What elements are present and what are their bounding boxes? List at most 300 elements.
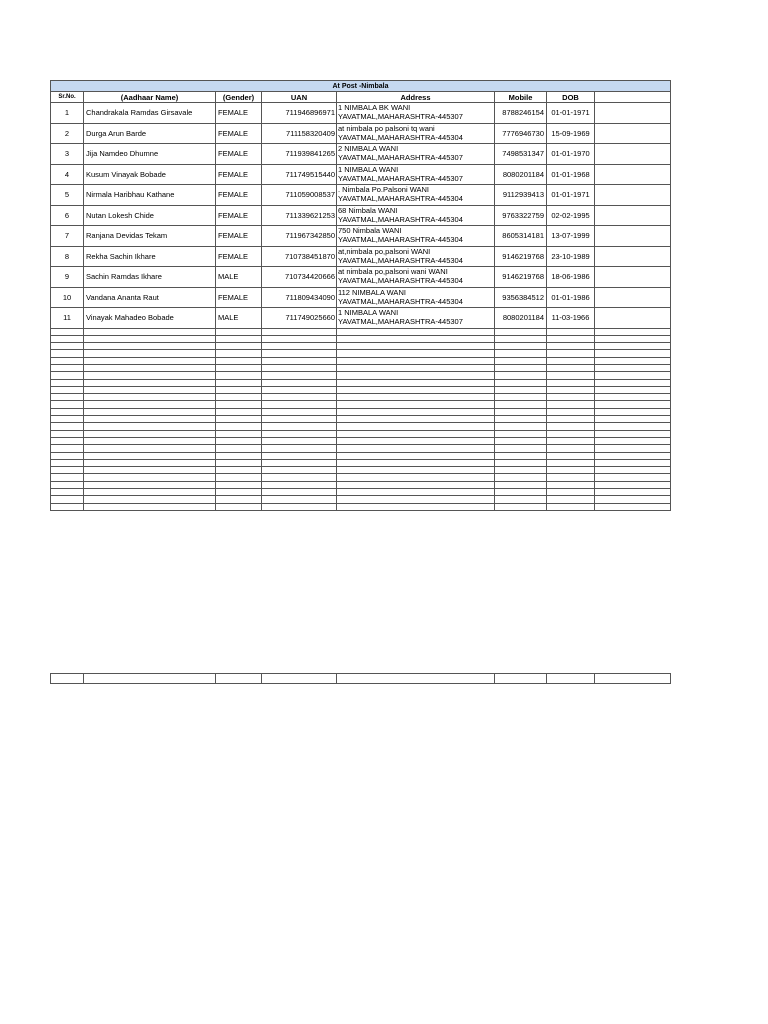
empty-cell [262, 459, 337, 466]
empty-row [51, 481, 671, 488]
empty-cell [337, 364, 495, 371]
empty-cell [84, 430, 216, 437]
empty-cell [216, 379, 262, 386]
empty-cell [262, 496, 337, 503]
empty-cell [495, 474, 547, 481]
empty-cell [216, 496, 262, 503]
empty-cell [262, 372, 337, 379]
empty-cell [495, 437, 547, 444]
empty-cell [84, 674, 216, 684]
empty-cell [262, 379, 337, 386]
bottom-empty-table [50, 673, 671, 684]
empty-cell [495, 481, 547, 488]
empty-cell [595, 328, 671, 335]
cell-uan: 711059008537 [262, 185, 337, 206]
cell-address: 68 Nimbala WANI YAVATMAL,MAHARASHTRA-445304 [337, 205, 495, 226]
empty-cell [595, 423, 671, 430]
empty-cell [216, 459, 262, 466]
empty-row [51, 357, 671, 364]
empty-cell [595, 364, 671, 371]
empty-cell [262, 474, 337, 481]
empty-cell [262, 489, 337, 496]
cell-address: 1 NIMBALA WANI YAVATMAL,MAHARASHTRA-445307 [337, 164, 495, 185]
empty-cell [216, 503, 262, 510]
header-row [51, 92, 671, 103]
table-row [51, 246, 671, 267]
cell-sr-no: 6 [51, 205, 84, 226]
cell-sr-no: 9 [51, 267, 84, 288]
cell-gender: MALE [216, 267, 262, 288]
empty-cell [547, 350, 595, 357]
empty-cell [51, 430, 84, 437]
empty-row [51, 445, 671, 452]
empty-cell [595, 481, 671, 488]
table-row [51, 103, 671, 124]
empty-cell [595, 386, 671, 393]
empty-cell [595, 459, 671, 466]
empty-cell [84, 416, 216, 423]
empty-cell [216, 350, 262, 357]
empty-cell [262, 423, 337, 430]
empty-cell [595, 489, 671, 496]
empty-cell [547, 408, 595, 415]
empty-cell [595, 496, 671, 503]
empty-cell [495, 372, 547, 379]
empty-cell [262, 386, 337, 393]
cell-mobile: 8080201184 [495, 164, 547, 185]
empty-cell [51, 674, 84, 684]
empty-cell [84, 357, 216, 364]
table-row [51, 144, 671, 165]
empty-row [51, 430, 671, 437]
header-address: Address [337, 92, 495, 103]
empty-cell [337, 445, 495, 452]
cell-blank [595, 267, 671, 288]
cell-dob: 13-07-1999 [547, 226, 595, 247]
empty-cell [84, 474, 216, 481]
empty-cell [51, 357, 84, 364]
empty-cell [216, 372, 262, 379]
empty-cell [51, 394, 84, 401]
empty-cell [262, 416, 337, 423]
empty-cell [262, 445, 337, 452]
cell-gender: FEMALE [216, 144, 262, 165]
empty-cell [337, 372, 495, 379]
cell-address: at nimbala po,palsoni wani WANI YAVATMAL,MAHARASHTRA-445304 [337, 267, 495, 288]
cell-uan: 711339621253 [262, 205, 337, 226]
empty-cell [216, 423, 262, 430]
cell-blank [595, 246, 671, 267]
header-mobile: Mobile [495, 92, 547, 103]
empty-cell [216, 335, 262, 342]
empty-cell [495, 423, 547, 430]
empty-row [51, 335, 671, 342]
empty-cell [337, 503, 495, 510]
empty-cell [495, 503, 547, 510]
empty-cell [495, 350, 547, 357]
cell-uan: 711967342850 [262, 226, 337, 247]
empty-cell [51, 416, 84, 423]
empty-cell [337, 401, 495, 408]
empty-row [51, 350, 671, 357]
table-row [51, 308, 671, 329]
empty-cell [262, 401, 337, 408]
empty-cell [595, 474, 671, 481]
empty-cell [84, 350, 216, 357]
empty-cell [84, 372, 216, 379]
empty-cell [84, 335, 216, 342]
cell-gender: MALE [216, 308, 262, 329]
table-row [51, 205, 671, 226]
cell-dob: 18-06-1986 [547, 267, 595, 288]
empty-cell [547, 481, 595, 488]
empty-cell [337, 386, 495, 393]
cell-blank [595, 308, 671, 329]
cell-blank [595, 205, 671, 226]
empty-cell [595, 343, 671, 350]
cell-address: 1 NIMBALA WANI YAVATMAL,MAHARASHTRA-445307 [337, 308, 495, 329]
empty-cell [595, 350, 671, 357]
empty-cell [51, 437, 84, 444]
cell-gender: FEMALE [216, 246, 262, 267]
empty-row [51, 364, 671, 371]
cell-blank [595, 164, 671, 185]
empty-cell [595, 437, 671, 444]
empty-cell [262, 350, 337, 357]
empty-cell [495, 408, 547, 415]
empty-cell [51, 401, 84, 408]
empty-cell [84, 459, 216, 466]
cell-mobile: 7498531347 [495, 144, 547, 165]
empty-cell [51, 423, 84, 430]
cell-dob: 01-01-1971 [547, 185, 595, 206]
empty-row [51, 416, 671, 423]
cell-blank [595, 144, 671, 165]
empty-cell [84, 496, 216, 503]
cell-name: Sachin Ramdas Ikhare [84, 267, 216, 288]
header-name: (Aadhaar Name) [84, 92, 216, 103]
empty-cell [262, 408, 337, 415]
empty-cell [216, 401, 262, 408]
header-uan: UAN [262, 92, 337, 103]
empty-cell [337, 437, 495, 444]
empty-cell [216, 674, 262, 684]
empty-cell [51, 503, 84, 510]
empty-cell [84, 445, 216, 452]
empty-row [51, 452, 671, 459]
cell-mobile: 9112939413 [495, 185, 547, 206]
empty-cell [216, 364, 262, 371]
empty-cell [547, 489, 595, 496]
empty-row [51, 503, 671, 510]
empty-cell [495, 430, 547, 437]
cell-sr-no: 4 [51, 164, 84, 185]
empty-cell [547, 423, 595, 430]
empty-cell [216, 481, 262, 488]
empty-cell [495, 343, 547, 350]
cell-name: Ranjana Devidas Tekam [84, 226, 216, 247]
empty-cell [51, 474, 84, 481]
empty-cell [216, 489, 262, 496]
cell-gender: FEMALE [216, 103, 262, 124]
empty-cell [84, 437, 216, 444]
empty-cell [51, 481, 84, 488]
empty-cell [262, 467, 337, 474]
empty-cell [547, 503, 595, 510]
empty-cell [495, 335, 547, 342]
empty-cell [51, 372, 84, 379]
empty-cell [337, 481, 495, 488]
empty-cell [51, 459, 84, 466]
empty-cell [51, 445, 84, 452]
empty-cell [595, 372, 671, 379]
empty-cell [84, 386, 216, 393]
empty-cell [216, 357, 262, 364]
empty-cell [262, 481, 337, 488]
empty-cell [84, 489, 216, 496]
cell-dob: 01-01-1986 [547, 287, 595, 308]
empty-cell [337, 394, 495, 401]
empty-cell [495, 496, 547, 503]
empty-cell [547, 496, 595, 503]
empty-cell [84, 394, 216, 401]
cell-mobile: 8788246154 [495, 103, 547, 124]
empty-cell [84, 481, 216, 488]
empty-cell [337, 357, 495, 364]
empty-cell [51, 408, 84, 415]
empty-cell [595, 401, 671, 408]
cell-address: . Nimbala Po.Palsoni WANI YAVATMAL,MAHARASHTRA-445304 [337, 185, 495, 206]
cell-sr-no: 3 [51, 144, 84, 165]
cell-name: Vandana Ananta Raut [84, 287, 216, 308]
cell-mobile: 9763322759 [495, 205, 547, 226]
empty-row [51, 401, 671, 408]
cell-sr-no: 1 [51, 103, 84, 124]
cell-blank [595, 103, 671, 124]
empty-cell [547, 394, 595, 401]
empty-cell [216, 452, 262, 459]
cell-name: Rekha Sachin Ikhare [84, 246, 216, 267]
empty-row [51, 489, 671, 496]
cell-uan: 710734420666 [262, 267, 337, 288]
cell-gender: FEMALE [216, 226, 262, 247]
empty-cell [595, 503, 671, 510]
cell-uan: 711809434090 [262, 287, 337, 308]
empty-cell [216, 328, 262, 335]
empty-cell [337, 489, 495, 496]
empty-cell [495, 364, 547, 371]
empty-cell [337, 459, 495, 466]
empty-cell [547, 335, 595, 342]
cell-dob: 02-02-1995 [547, 205, 595, 226]
empty-cell [337, 335, 495, 342]
empty-cell [337, 416, 495, 423]
empty-row [51, 328, 671, 335]
empty-cell [547, 459, 595, 466]
cell-name: Vinayak Mahadeo Bobade [84, 308, 216, 329]
empty-cell [495, 452, 547, 459]
empty-cell [495, 328, 547, 335]
cell-dob: 11-03-1966 [547, 308, 595, 329]
empty-cell [547, 674, 595, 684]
empty-cell [547, 474, 595, 481]
empty-row [51, 437, 671, 444]
cell-mobile: 7776946730 [495, 123, 547, 144]
empty-cell [262, 357, 337, 364]
empty-row [51, 467, 671, 474]
empty-cell [495, 394, 547, 401]
empty-cell [216, 416, 262, 423]
empty-cell [337, 343, 495, 350]
empty-cell [216, 430, 262, 437]
empty-cell [51, 364, 84, 371]
empty-cell [216, 386, 262, 393]
empty-row [51, 386, 671, 393]
cell-gender: FEMALE [216, 205, 262, 226]
empty-cell [547, 401, 595, 408]
empty-cell [262, 335, 337, 342]
empty-cell [595, 408, 671, 415]
cell-sr-no: 5 [51, 185, 84, 206]
empty-row [51, 372, 671, 379]
empty-cell [495, 674, 547, 684]
table-row [51, 123, 671, 144]
cell-dob: 01-01-1971 [547, 103, 595, 124]
empty-row [51, 423, 671, 430]
empty-cell [595, 394, 671, 401]
empty-cell [495, 459, 547, 466]
empty-cell [84, 343, 216, 350]
cell-mobile: 8605314181 [495, 226, 547, 247]
empty-cell [547, 372, 595, 379]
empty-cell [547, 364, 595, 371]
empty-cell [595, 430, 671, 437]
table-row [51, 267, 671, 288]
empty-cell [595, 674, 671, 684]
cell-gender: FEMALE [216, 164, 262, 185]
cell-address: at nimbala po palsoni tq wani YAVATMAL,MAHARASHTRA-445304 [337, 123, 495, 144]
empty-cell [547, 452, 595, 459]
cell-dob: 15-09-1969 [547, 123, 595, 144]
empty-cell [51, 335, 84, 342]
empty-row [51, 674, 671, 684]
table-row [51, 226, 671, 247]
cell-uan: 710738451870 [262, 246, 337, 267]
cell-blank [595, 287, 671, 308]
empty-cell [337, 350, 495, 357]
empty-cell [495, 467, 547, 474]
empty-cell [216, 394, 262, 401]
cell-address: 112 NIMBALA WANI YAVATMAL,MAHARASHTRA-445304 [337, 287, 495, 308]
empty-cell [337, 674, 495, 684]
empty-cell [216, 437, 262, 444]
empty-cell [216, 408, 262, 415]
empty-cell [547, 357, 595, 364]
cell-gender: FEMALE [216, 185, 262, 206]
empty-row [51, 394, 671, 401]
cell-name: Kusum Vinayak Bobade [84, 164, 216, 185]
empty-row [51, 459, 671, 466]
cell-name: Chandrakala Ramdas Girsavale [84, 103, 216, 124]
cell-address: 1 NIMBALA BK WANI YAVATMAL,MAHARASHTRA-445307 [337, 103, 495, 124]
cell-uan: 711749025660 [262, 308, 337, 329]
cell-name: Durga Arun Barde [84, 123, 216, 144]
empty-cell [51, 328, 84, 335]
empty-cell [262, 503, 337, 510]
header-dob: DOB [547, 92, 595, 103]
empty-cell [51, 343, 84, 350]
empty-cell [262, 452, 337, 459]
cell-address: 2 NIMBALA WANI YAVATMAL,MAHARASHTRA-445307 [337, 144, 495, 165]
empty-cell [495, 489, 547, 496]
empty-row [51, 408, 671, 415]
cell-name: Nutan Lokesh Chide [84, 205, 216, 226]
empty-cell [547, 386, 595, 393]
header-gender: (Gender) [216, 92, 262, 103]
cell-sr-no: 10 [51, 287, 84, 308]
empty-cell [216, 467, 262, 474]
empty-cell [595, 335, 671, 342]
empty-cell [547, 467, 595, 474]
empty-cell [84, 364, 216, 371]
empty-cell [495, 357, 547, 364]
cell-uan: 711946896971 [262, 103, 337, 124]
cell-dob: 01-01-1970 [547, 144, 595, 165]
empty-cell [547, 416, 595, 423]
empty-cell [216, 343, 262, 350]
empty-cell [337, 423, 495, 430]
empty-cell [337, 496, 495, 503]
cell-sr-no: 7 [51, 226, 84, 247]
cell-mobile: 9146219768 [495, 267, 547, 288]
empty-cell [337, 467, 495, 474]
empty-cell [262, 328, 337, 335]
empty-cell [51, 350, 84, 357]
empty-cell [51, 467, 84, 474]
cell-gender: FEMALE [216, 123, 262, 144]
cell-gender: FEMALE [216, 287, 262, 308]
empty-cell [262, 674, 337, 684]
empty-row [51, 474, 671, 481]
header-blank [595, 92, 671, 103]
empty-cell [337, 328, 495, 335]
empty-cell [337, 452, 495, 459]
table-row [51, 287, 671, 308]
sheet-title: At Post -Nimbala [51, 81, 671, 92]
empty-cell [337, 408, 495, 415]
empty-cell [595, 467, 671, 474]
empty-cell [84, 503, 216, 510]
header-sr-no: Sr.No. [51, 92, 84, 103]
empty-cell [337, 379, 495, 386]
empty-cell [84, 452, 216, 459]
cell-sr-no: 11 [51, 308, 84, 329]
empty-cell [51, 386, 84, 393]
cell-mobile: 9356384512 [495, 287, 547, 308]
empty-cell [262, 430, 337, 437]
empty-cell [595, 379, 671, 386]
empty-cell [84, 423, 216, 430]
empty-cell [595, 416, 671, 423]
empty-cell [216, 474, 262, 481]
cell-uan: 711749515440 [262, 164, 337, 185]
empty-row [51, 379, 671, 386]
empty-cell [495, 386, 547, 393]
cell-blank [595, 185, 671, 206]
empty-cell [84, 467, 216, 474]
table-row [51, 185, 671, 206]
empty-cell [262, 394, 337, 401]
